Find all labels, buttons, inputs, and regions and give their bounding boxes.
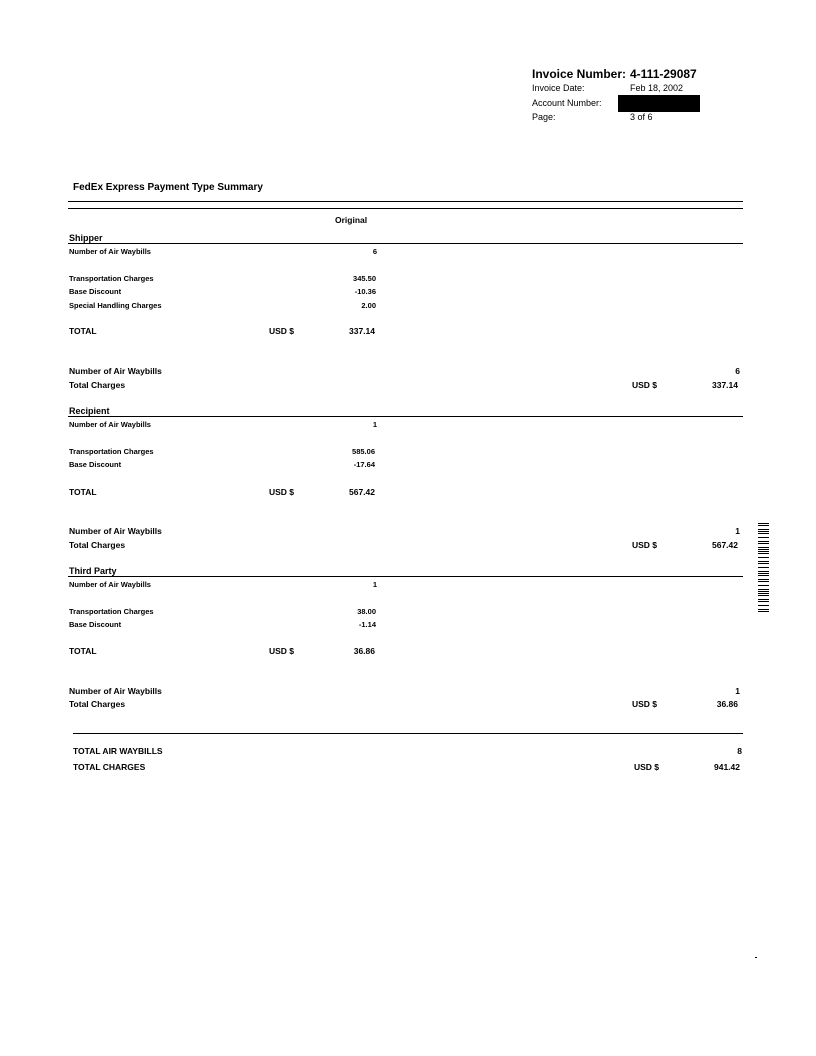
barcode-bar — [758, 559, 769, 560]
summary-waybills-value: 6 — [735, 366, 740, 376]
barcode-bar — [758, 553, 769, 554]
summary-charges-value: 567.42 — [712, 540, 738, 550]
barcode-bar — [758, 611, 769, 612]
barcode-bar — [758, 577, 769, 578]
charge-value: -1.14 — [358, 620, 376, 629]
waybills-value: 1 — [372, 580, 377, 589]
barcode-bar — [758, 579, 769, 580]
barcode-bar — [758, 575, 769, 576]
charge-value: 345.50 — [353, 274, 376, 283]
section-title-shipper: Shipper — [69, 233, 103, 243]
title-rule-top — [68, 201, 743, 202]
barcode-bar — [758, 549, 769, 550]
barcode-bar — [758, 583, 769, 584]
total-value: 567.42 — [349, 487, 375, 497]
charge-label: Transportation Charges — [69, 447, 154, 456]
grand-total-charges-value: 941.42 — [714, 762, 740, 772]
summary-charges-label: Total Charges — [69, 540, 126, 550]
barcode-bar — [758, 545, 769, 546]
barcode-bar — [758, 609, 769, 610]
charge-label: Transportation Charges — [69, 274, 154, 283]
invoice-number: 4-111-29087 — [630, 67, 697, 81]
barcode-bar — [758, 569, 769, 570]
summary-waybills-value: 1 — [735, 526, 740, 536]
title-rule-bottom — [68, 208, 743, 209]
currency: USD $ — [632, 540, 658, 550]
barcode-bar — [758, 565, 769, 566]
page-title: FedEx Express Payment Type Summary — [73, 182, 263, 193]
barcode-bar — [758, 593, 769, 594]
barcode-bar — [758, 551, 769, 552]
barcode-bar — [758, 587, 769, 588]
barcode-bar — [758, 527, 769, 528]
total-value: 36.86 — [353, 646, 375, 656]
barcode-bar — [758, 607, 769, 608]
barcode-bar — [758, 541, 769, 542]
summary-waybills-value: 1 — [735, 686, 740, 696]
currency: USD $ — [269, 646, 295, 656]
charge-label: Base Discount — [69, 620, 122, 629]
waybills-label: Number of Air Waybills — [69, 420, 151, 429]
barcode-bar — [758, 547, 769, 548]
barcode-bar — [758, 595, 769, 596]
summary-charges-label: Total Charges — [69, 380, 126, 390]
barcode-bar — [758, 585, 769, 586]
summary-waybills-label: Number of Air Waybills — [69, 686, 162, 696]
section-rule — [68, 576, 743, 577]
barcode-bar — [758, 581, 769, 582]
barcode-bar — [758, 567, 769, 568]
charge-value: 2.00 — [361, 301, 376, 310]
barcode-bar — [758, 529, 769, 530]
charge-label: Base Discount — [69, 287, 122, 296]
barcode-bar — [758, 571, 769, 572]
waybills-label: Number of Air Waybills — [69, 580, 151, 589]
barcode-bar — [758, 601, 769, 602]
total-label: TOTAL — [69, 326, 97, 336]
invoice-number-label: Invoice Number: — [532, 67, 627, 81]
page-number: 3 of 6 — [630, 112, 653, 122]
grand-total-rule — [73, 733, 743, 734]
barcode-bar — [758, 535, 769, 536]
barcode-bar — [758, 561, 769, 562]
summary-charges-value: 337.14 — [712, 380, 738, 390]
account-number-label: Account Number: — [532, 98, 602, 108]
page-label: Page: — [532, 112, 556, 122]
corner-mark — [755, 957, 757, 958]
summary-charges-label: Total Charges — [69, 699, 126, 709]
currency: USD $ — [269, 326, 295, 336]
charge-value: 38.00 — [357, 607, 376, 616]
barcode-bar — [758, 603, 769, 604]
charge-label: Special Handling Charges — [69, 301, 162, 310]
barcode-bar — [758, 555, 769, 556]
barcode-bar — [758, 531, 769, 532]
grand-total-waybills-label: TOTAL AIR WAYBILLS — [73, 746, 163, 756]
currency: USD $ — [632, 380, 658, 390]
waybills-value: 1 — [372, 420, 377, 429]
barcode-bar — [758, 563, 769, 564]
invoice-date: Feb 18, 2002 — [630, 83, 684, 93]
total-value: 337.14 — [349, 326, 375, 336]
barcode-bar — [758, 523, 769, 524]
charge-label: Base Discount — [69, 460, 122, 469]
charge-value: -17.64 — [353, 460, 375, 469]
barcode-bar — [758, 589, 769, 590]
charge-value: -10.36 — [354, 287, 376, 296]
barcode-bar — [758, 573, 769, 574]
total-label: TOTAL — [69, 487, 97, 497]
section-title-recipient: Recipient — [69, 406, 110, 416]
section-title-third-party: Third Party — [69, 566, 117, 576]
currency: USD $ — [632, 699, 658, 709]
barcode-bar — [758, 597, 769, 598]
waybills-label: Number of Air Waybills — [69, 247, 151, 256]
total-label: TOTAL — [69, 646, 97, 656]
charge-label: Transportation Charges — [69, 607, 154, 616]
grand-total-charges-label: TOTAL CHARGES — [73, 762, 146, 772]
column-header-original: Original — [335, 215, 368, 225]
summary-charges-value: 36.86 — [716, 699, 738, 709]
grand-total-waybills-value: 8 — [737, 746, 742, 756]
barcode-bar — [758, 537, 769, 538]
barcode-bar — [758, 599, 769, 600]
barcode-graphic — [758, 523, 769, 613]
summary-waybills-label: Number of Air Waybills — [69, 526, 162, 536]
invoice-date-label: Invoice Date: — [532, 83, 585, 93]
barcode-bar — [758, 557, 769, 558]
barcode-bar — [758, 543, 769, 544]
barcode-bar — [758, 591, 769, 592]
waybills-value: 6 — [372, 247, 377, 256]
section-rule — [68, 243, 743, 244]
barcode-bar — [758, 605, 769, 606]
charge-value: 585.06 — [352, 447, 375, 456]
account-number-redaction — [618, 95, 700, 112]
barcode-bar — [758, 525, 769, 526]
currency: USD $ — [634, 762, 660, 772]
section-rule — [68, 416, 743, 417]
currency: USD $ — [269, 487, 295, 497]
barcode-bar — [758, 533, 769, 534]
barcode-bar — [758, 539, 769, 540]
summary-waybills-label: Number of Air Waybills — [69, 366, 162, 376]
